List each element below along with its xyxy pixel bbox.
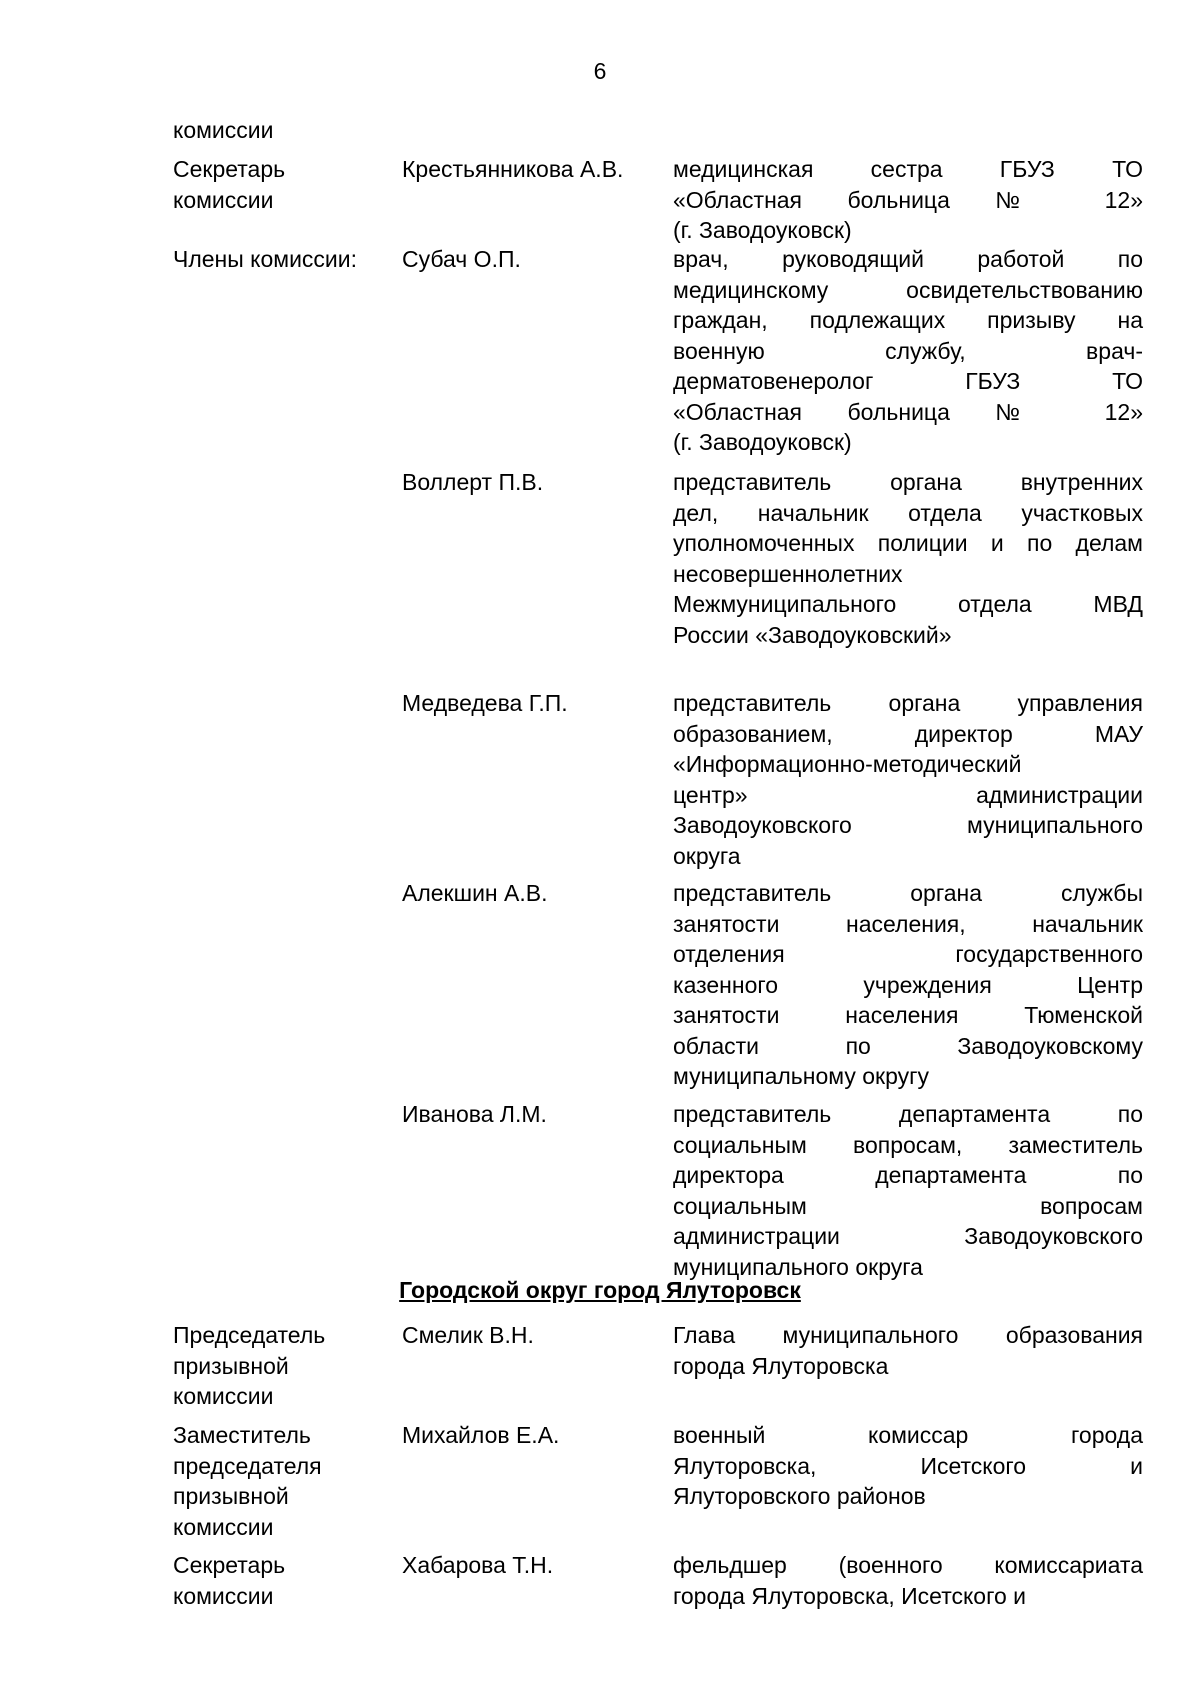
position-line: России «Заводоуковский» [673,621,952,648]
position-line: (г. Заводоуковск) [673,217,852,243]
position-line: центр» администрации [673,781,1143,808]
member-position [673,244,1143,458]
position-line: военный комиссар города [673,1422,1143,1448]
member-position [673,154,1143,246]
position-line: Глава муниципального образования [673,1322,1143,1348]
member-position [673,1420,1143,1512]
member-name [402,1420,670,1451]
position-line: «Информационно-методический [673,751,1022,777]
position-line: социальным вопросам, заместитель [673,1131,1143,1158]
member-name [402,1099,670,1130]
role-line: комиссии [173,186,274,213]
position-line: Заводоуковского муниципального [673,812,1143,838]
position-line: представитель органа управления [673,690,1143,716]
page-number: 6 [593,58,607,84]
position-line: социальным вопросам [673,1192,1143,1219]
member-role [173,1550,403,1611]
role-line: комиссии [173,1383,274,1409]
position-line: города Ялуторовска, Исетского и [673,1582,1026,1609]
position-line: муниципальному округу [673,1063,930,1089]
position-line: медицинская сестра ГБУЗ ТО [673,156,1143,182]
member-name [402,1320,670,1351]
position-line: отделения государственного [673,941,1143,967]
position-line: представитель органа службы [673,880,1143,906]
position-line: «Областная больница № 12» [673,398,1143,425]
role-line: призывной [173,1352,289,1379]
member-name [402,1550,670,1581]
position-line: Ялуторовского районов [673,1483,926,1509]
role-line: комиссии [173,1582,274,1609]
member-position [673,1550,1143,1611]
member-name [402,688,670,719]
member-position [673,1320,1143,1381]
position-line: Межмуниципального отдела МВД [673,591,1143,617]
position-line: уполномоченных полиции и по делам [673,530,1143,556]
member-position [673,1099,1143,1282]
position-line: области по Заводоуковскому [673,1032,1143,1059]
position-line: города Ялуторовска [673,1352,889,1379]
member-role [173,1320,403,1412]
member-name [402,467,670,498]
role-line: председателя [173,1452,322,1479]
name-text: Медведева Г.П. [402,690,568,716]
position-line: администрации Заводоуковского [673,1223,1143,1249]
position-line: представитель органа внутренних [673,469,1143,495]
position-line: директора департамента по [673,1162,1143,1188]
name-text: Иванова Л.М. [402,1101,547,1127]
name-text: Смелик В.Н. [402,1322,534,1348]
name-text: Субач О.П. [402,246,521,272]
member-role [173,154,403,215]
role-line: Секретарь [173,1552,286,1578]
position-line: дел, начальник отдела участковых [673,499,1143,526]
role-line: Председатель [173,1322,326,1348]
member-name [402,878,670,909]
role-tail: комиссии [173,117,274,143]
position-line: граждан, подлежащих призыву на [673,307,1143,333]
role-line: Секретарь [173,156,286,182]
position-line: фельдшер (военного комиссариата [673,1552,1143,1578]
role-line: комиссии [173,1513,274,1540]
name-text: Алекшин А.В. [402,880,548,906]
position-line: занятости населения Тюменской [673,1002,1143,1028]
member-name [402,154,670,185]
member-position [673,688,1143,871]
position-line: военную службу, врач- [673,337,1143,364]
position-line: представитель департамента по [673,1101,1143,1127]
member-name [402,244,670,275]
section-title: Городской округ город Ялуторовск [399,1277,801,1303]
member-position [673,467,1143,650]
member-position [673,878,1143,1092]
position-line: округа [673,842,741,869]
role-line: Члены комиссии: [173,246,358,272]
role-line: Заместитель [173,1422,311,1448]
member-role [173,1420,403,1542]
position-line: Ялуторовска, Исетского и [673,1452,1143,1479]
name-text: Хабарова Т.Н. [402,1552,554,1578]
position-line: казенного учреждения Центр [673,971,1143,998]
name-text: Крестьянникова А.В. [402,156,624,182]
position-line: «Областная больница № 12» [673,186,1143,213]
position-line: (г. Заводоуковск) [673,429,852,455]
position-line: муниципального округа [673,1253,923,1280]
position-line: несовершеннолетних [673,560,903,587]
name-text: Воллерт П.В. [402,469,544,495]
position-line: медицинскому освидетельствованию [673,276,1143,303]
position-line: образованием, директор МАУ [673,720,1143,747]
name-text: Михайлов Е.А. [402,1422,560,1448]
role-line: призывной [173,1483,289,1509]
member-role [173,244,403,275]
position-line: дерматовенеролог ГБУЗ ТО [673,368,1143,394]
position-line: занятости населения, начальник [673,910,1143,937]
position-line: врач, руководящий работой по [673,246,1143,272]
